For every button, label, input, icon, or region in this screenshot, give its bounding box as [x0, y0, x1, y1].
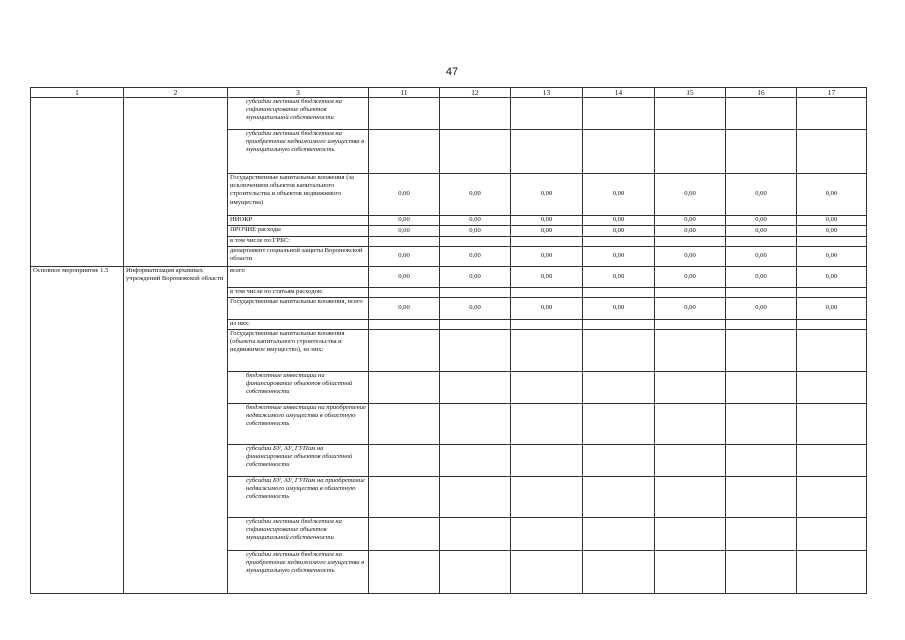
row-label: субсидии местным бюджетам на софинансирование объектов муниципальной собственности: [228, 518, 369, 551]
value-cell: 0,00: [726, 216, 797, 226]
value-cell: [797, 445, 867, 477]
value-cell: [511, 98, 583, 130]
header-cell: 14: [583, 88, 655, 98]
value-cell: [511, 404, 583, 445]
value-cell: 0,00: [726, 226, 797, 237]
row-label: Государственные капитальные вложения (за исключением объектов капитального строительства и объектов недвижимого имущества): [228, 174, 369, 216]
value-cell: 0,00: [797, 267, 867, 288]
value-cell: [655, 372, 726, 404]
value-cell: 0,00: [583, 216, 655, 226]
value-cell: [369, 330, 440, 372]
value-cell: [797, 551, 867, 594]
value-cell: [797, 477, 867, 518]
row-label: в том числе по ГРБС:: [228, 237, 369, 247]
value-cell: [726, 98, 797, 130]
value-cell: 0,00: [655, 174, 726, 216]
row-label: НИОКР: [228, 216, 369, 226]
value-cell: 0,00: [655, 247, 726, 267]
value-cell: [655, 518, 726, 551]
table-body: [31, 88, 867, 594]
value-cell: [511, 130, 583, 174]
value-cell: 0,00: [440, 216, 511, 226]
value-cell: [726, 330, 797, 372]
value-cell: [369, 288, 440, 298]
value-cell: 0,00: [797, 226, 867, 237]
value-cell: [726, 237, 797, 247]
value-cell: [583, 288, 655, 298]
value-cell: [511, 372, 583, 404]
value-cell: [440, 237, 511, 247]
value-cell: [440, 330, 511, 372]
row-label: Государственные капитальные вложения (объекты капитального строительства и недвижимое имущество), из них:: [228, 330, 369, 372]
value-cell: [655, 98, 726, 130]
value-cell: [797, 372, 867, 404]
value-cell: [369, 130, 440, 174]
value-cell: [583, 445, 655, 477]
value-cell: 0,00: [797, 174, 867, 216]
value-cell: [440, 404, 511, 445]
row-label: департамент социальной защиты Воронежской области: [228, 247, 369, 267]
value-cell: [797, 237, 867, 247]
value-cell: [583, 477, 655, 518]
value-cell: 0,00: [369, 216, 440, 226]
value-cell: 0,00: [583, 226, 655, 237]
value-cell: 0,00: [655, 226, 726, 237]
value-cell: 0,00: [511, 247, 583, 267]
value-cell: [369, 445, 440, 477]
value-cell: 0,00: [726, 174, 797, 216]
executor-cell-empty: [124, 98, 228, 267]
value-cell: 0,00: [726, 298, 797, 320]
value-cell: 0,00: [583, 298, 655, 320]
value-cell: [583, 320, 655, 330]
value-cell: [369, 518, 440, 551]
value-cell: [369, 372, 440, 404]
row-label: субсидии местным бюджетам на софинансирование объектов муниципальной собственности: [228, 98, 369, 130]
value-cell: [583, 404, 655, 445]
value-cell: [583, 130, 655, 174]
header-cell: 17: [797, 88, 867, 98]
row-label: бюджетные инвестиции на финансирование объектов областной собственности: [228, 372, 369, 404]
header-cell: 15: [655, 88, 726, 98]
value-cell: [726, 445, 797, 477]
value-cell: 0,00: [726, 247, 797, 267]
row-label: субсидии местным бюджетам на приобретение недвижимого имущества в муниципальную собственность: [228, 130, 369, 174]
value-cell: 0,00: [797, 216, 867, 226]
row-label: ПРОЧИЕ расходы: [228, 226, 369, 237]
value-cell: 0,00: [583, 174, 655, 216]
value-cell: [583, 372, 655, 404]
budget-table: [30, 87, 867, 594]
value-cell: 0,00: [511, 298, 583, 320]
value-cell: [726, 320, 797, 330]
value-cell: 0,00: [440, 247, 511, 267]
value-cell: [369, 320, 440, 330]
value-cell: [655, 551, 726, 594]
value-cell: [797, 288, 867, 298]
value-cell: [511, 320, 583, 330]
row-label: субсидии БУ, АУ, ГУПам на финансирование объектов областной собственности: [228, 445, 369, 477]
header-cell: 16: [726, 88, 797, 98]
value-cell: 0,00: [440, 226, 511, 237]
value-cell: [655, 320, 726, 330]
value-cell: [655, 288, 726, 298]
value-cell: [440, 477, 511, 518]
header-cell: 12: [440, 88, 511, 98]
value-cell: 0,00: [726, 267, 797, 288]
value-cell: [726, 477, 797, 518]
value-cell: 0,00: [583, 247, 655, 267]
row-label: из них:: [228, 320, 369, 330]
value-cell: [583, 330, 655, 372]
value-cell: 0,00: [440, 267, 511, 288]
value-cell: 0,00: [440, 174, 511, 216]
value-cell: [655, 130, 726, 174]
value-cell: [369, 477, 440, 518]
table-row: [31, 267, 867, 288]
value-cell: [583, 98, 655, 130]
value-cell: 0,00: [583, 267, 655, 288]
value-cell: [583, 551, 655, 594]
header-cell: 3: [228, 88, 369, 98]
value-cell: [583, 237, 655, 247]
value-cell: [369, 237, 440, 247]
value-cell: [726, 372, 797, 404]
value-cell: [797, 320, 867, 330]
value-cell: [511, 477, 583, 518]
value-cell: 0,00: [797, 247, 867, 267]
value-cell: [511, 445, 583, 477]
value-cell: [511, 551, 583, 594]
value-cell: [440, 518, 511, 551]
value-cell: [440, 98, 511, 130]
header-row: [31, 88, 867, 98]
value-cell: [797, 330, 867, 372]
header-cell: 1: [31, 88, 124, 98]
event-cell-empty: [31, 98, 124, 267]
value-cell: 0,00: [511, 267, 583, 288]
value-cell: [797, 98, 867, 130]
value-cell: [369, 551, 440, 594]
value-cell: 0,00: [369, 267, 440, 288]
row-label: субсидии местным бюджетам на приобретение недвижимого имущества в муниципальную собственность: [228, 551, 369, 594]
value-cell: [511, 237, 583, 247]
value-cell: [440, 551, 511, 594]
value-cell: [655, 445, 726, 477]
value-cell: 0,00: [511, 226, 583, 237]
value-cell: [726, 130, 797, 174]
row-label: бюджетные инвестиции на приобретение недвижимого имущества в областную собственность: [228, 404, 369, 445]
row-label: в том числе по статьям расходов:: [228, 288, 369, 298]
value-cell: [797, 518, 867, 551]
value-cell: [440, 320, 511, 330]
value-cell: [655, 237, 726, 247]
row-label: Государственные капитальные вложения, всего: [228, 298, 369, 320]
value-cell: 0,00: [655, 298, 726, 320]
value-cell: [726, 551, 797, 594]
value-cell: 0,00: [511, 216, 583, 226]
value-cell: [797, 404, 867, 445]
value-cell: 0,00: [369, 298, 440, 320]
value-cell: [440, 288, 511, 298]
value-cell: [440, 130, 511, 174]
value-cell: [511, 518, 583, 551]
value-cell: [583, 518, 655, 551]
value-cell: 0,00: [440, 298, 511, 320]
value-cell: [655, 477, 726, 518]
value-cell: 0,00: [369, 174, 440, 216]
header-cell: 2: [124, 88, 228, 98]
value-cell: [511, 288, 583, 298]
value-cell: 0,00: [369, 247, 440, 267]
value-cell: [369, 404, 440, 445]
value-cell: [726, 518, 797, 551]
row-label: субсидии БУ, АУ, ГУПам на приобретение недвижимого имущества в областную собственность: [228, 477, 369, 518]
value-cell: [797, 130, 867, 174]
value-cell: [655, 404, 726, 445]
header-cell: 13: [511, 88, 583, 98]
value-cell: 0,00: [797, 298, 867, 320]
value-cell: 0,00: [511, 174, 583, 216]
table-row: [31, 98, 867, 130]
value-cell: [369, 98, 440, 130]
value-cell: 0,00: [655, 267, 726, 288]
value-cell: [440, 372, 511, 404]
value-cell: 0,00: [655, 216, 726, 226]
executor-label: Информатизация архивных учреждений Воронежской области: [124, 267, 228, 594]
value-cell: 0,00: [369, 226, 440, 237]
value-cell: [440, 445, 511, 477]
value-cell: [726, 288, 797, 298]
event-label: Основное мероприятие 1.5: [31, 267, 124, 594]
value-cell: [655, 330, 726, 372]
value-cell: [511, 330, 583, 372]
row-label: всего: [228, 267, 369, 288]
header-cell: 11: [369, 88, 440, 98]
value-cell: [726, 404, 797, 445]
page-number: 47: [445, 66, 459, 78]
